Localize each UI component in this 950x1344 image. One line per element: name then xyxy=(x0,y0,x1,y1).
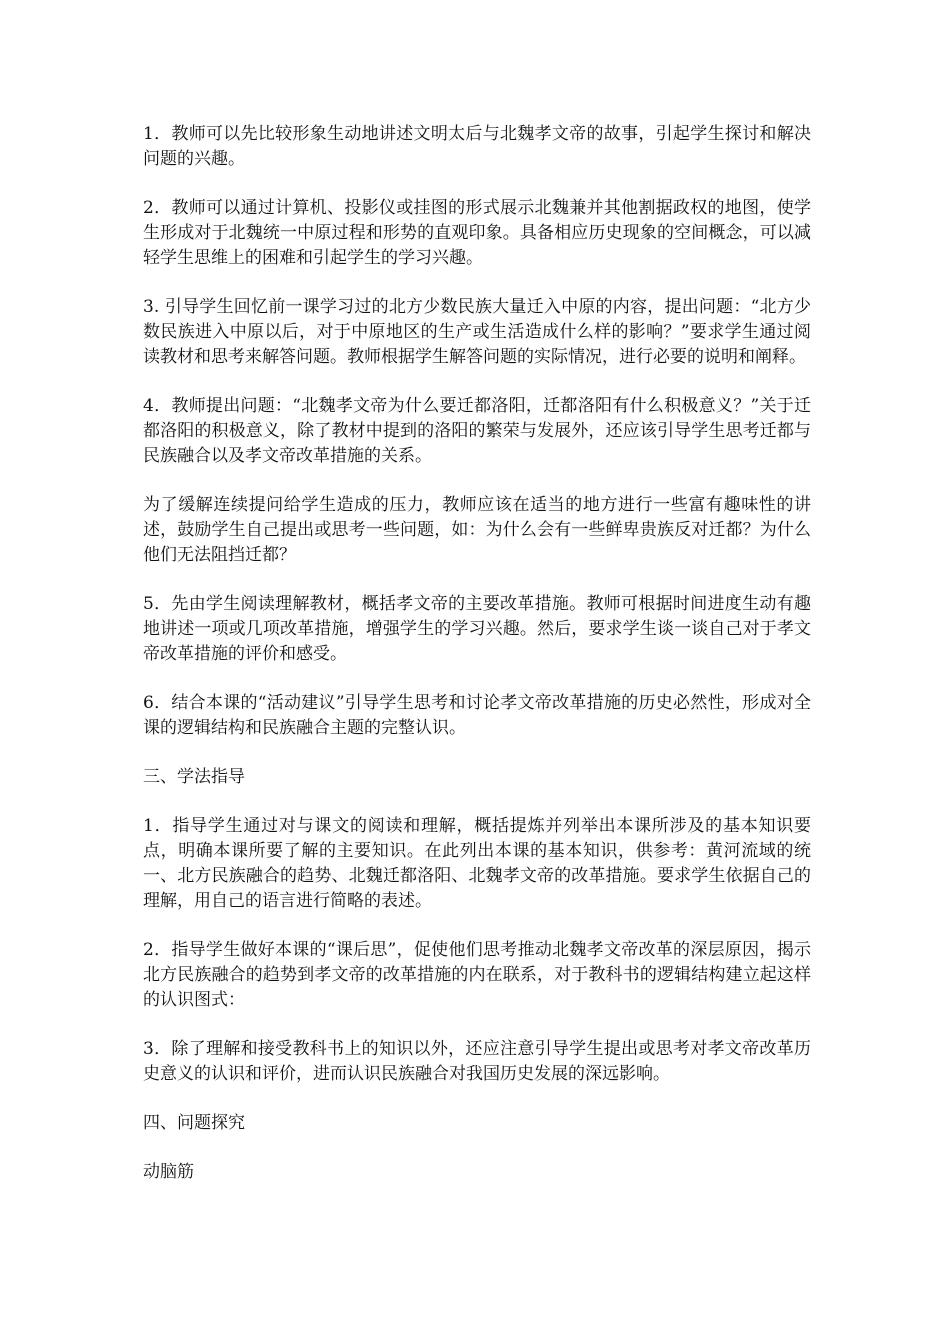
paragraph-7: 6．结合本课的“活动建议”引导学生思考和讨论孝文帝改革措施的历史必然性，形成对全课的逻辑结构和民族融合主题的完整认识。 xyxy=(143,693,811,738)
paragraph-6: 5．先由学生阅读理解教材，概括孝文帝的主要改革措施。教师可根据时间进度生动有趣地讲述一项或几项改革措施，增强学生的学习兴趣。然后，要求学生谈一谈自己对于孝文帝改革措施的评价和感受。 xyxy=(143,594,811,664)
paragraph-5: 为了缓解连续提问给学生造成的压力，教师应该在适当的地方进行一些富有趣味性的讲述，鼓励学生自己提出或思考一些问题，如：为什么会有一些鲜卑贵族反对迁都？为什么他们无法阻挡迁都？ xyxy=(143,495,811,565)
section-heading-study-guide: 三、学法指导 xyxy=(143,767,245,787)
paragraph-1: 1．教师可以先比较形象生动地讲述文明太后与北魏孝文帝的故事，引起学生探讨和解决问题的兴趣。 xyxy=(143,124,811,169)
paragraph-4: 4．教师提出问题：“北魏孝文帝为什么要迁都洛阳，迁都洛阳有什么积极意义？”关于迁都洛阳的积极意义，除了教材中提到的洛阳的繁荣与发展外，还应该引导学生思考迁都与民族融合以及孝文帝改革措施的关系。 xyxy=(143,396,811,466)
subheading-brainstorm: 动脑筋 xyxy=(143,1162,194,1182)
study-guide-paragraph-3: 3．除了理解和接受教科书上的知识以外，还应注意引导学生提出或思考对孝文帝改革历史意义的认识和评价，进而认识民族融合对我国历史发展的深远影响。 xyxy=(143,1039,811,1084)
study-guide-paragraph-1: 1．指导学生通过对与课文的阅读和理解，概括提炼并列举出本课所涉及的基本知识要点，明确本课所要了解的主要知识。在此列出本课的基本知识，供参考：黄河流域的统一、北方民族融合的趋势、北魏迁都洛阳、北魏孝文帝的改革措施。要求学生依据自己的理解，用自己的语言进行简略的表述。 xyxy=(143,816,811,911)
document-page xyxy=(143,122,811,1209)
paragraph-2: 2．教师可以通过计算机、投影仪或挂图的形式展示北魏兼并其他割据政权的地图，使学生形成对于北魏统一中原过程和形势的直观印象。具备相应历史现象的空间概念，可以减轻学生思维上的困难和引起学生的学习兴趣。 xyxy=(143,198,811,268)
paragraph-3: 3. 引导学生回忆前一课学习过的北方少数民族大量迁入中原的内容，提出问题：“北方少数民族进入中原以后，对于中原地区的生产或生活造成什么样的影响？”要求学生通过阅读教材和思考来解答问题。教师根据学生解答问题的实际情况，进行必要的说明和阐释。 xyxy=(143,297,811,367)
study-guide-paragraph-2: 2．指导学生做好本课的“课后思”，促使他们思考推动北魏孝文帝改革的深层原因，揭示北方民族融合的趋势到孝文帝的改革措施的内在联系，对于教科书的逻辑结构建立起这样的认识图式： xyxy=(143,940,811,1010)
section-heading-inquiry: 四、问题探究 xyxy=(143,1113,245,1133)
